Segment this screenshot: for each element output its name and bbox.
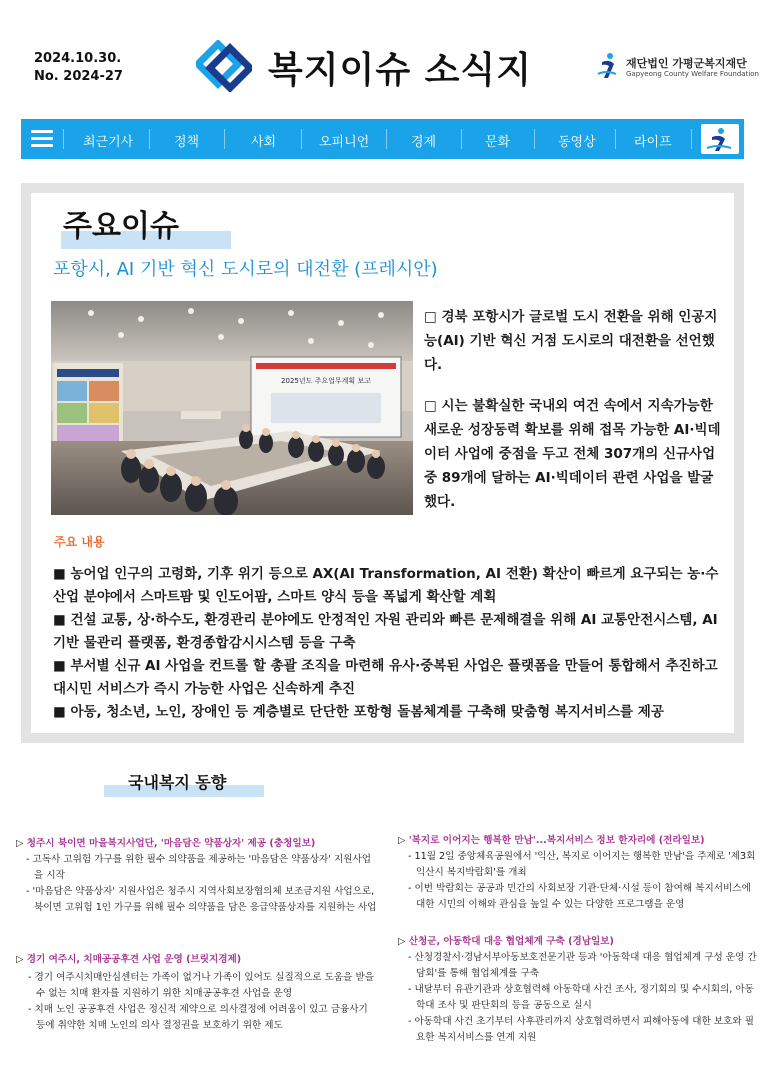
nav-item-life[interactable]: 라이프 <box>634 135 672 150</box>
category-nav <box>21 119 744 159</box>
hamburger-menu-icon[interactable] <box>31 130 53 148</box>
news-item <box>398 833 760 913</box>
news-body-line: - 치매 노인 공공후견 사업은 정신적 제약으로 의사결정에 어려움이 있고 금융사기 등에 취약한 치매 노인의 의사 결정권을 보호하기 위한 제도 <box>28 1004 368 1031</box>
nav-item-economy[interactable]: 경제 <box>411 135 437 150</box>
meeting-photo <box>51 301 413 515</box>
diamond-logo-icon <box>196 40 252 92</box>
news-headline[interactable] <box>16 836 380 852</box>
issue-number: No. 2024-27 <box>34 69 123 84</box>
nav-divider <box>386 129 387 149</box>
lead-paragraph: □ 시는 불확실한 국내외 여건 속에서 지속가능한 새로운 성장동력 확보를 위해 접목 가능한 AI·빅데이터 사업에 중점을 두고 전체 307개의 신규사업 중 89개에 달하는 AI·빅데이터 관련 사업을 발굴했다. <box>424 398 721 510</box>
news-item <box>16 836 380 916</box>
nav-divider <box>534 129 535 149</box>
news-body-line: - 이번 박람회는 공공과 민간의 사회보장 기관·단체·시설 등이 참여해 복지서비스에 대한 시민의 이해와 관심을 높일 수 있는 다양한 프로그램을 운영 <box>408 883 751 910</box>
org-name: 재단법인 가평군복지재단 <box>626 57 747 70</box>
org-name-en: Gapyeong County Welfare Foundation <box>626 70 759 78</box>
key-point: ■ 건설 교통, 상·하수도, 환경관리 분야에도 안정적인 자원 관리와 빠른 문제해결을 위해 AI 교통안전시스템, AI 기반 물관리 플랫폼, 환경종합감시시스템 등을 구축 <box>53 612 718 651</box>
article-headline[interactable]: 포항시, AI 기반 혁신 도시로의 대전환 (프레시안) <box>53 259 438 280</box>
main-issue-panel <box>31 193 734 733</box>
nav-divider <box>301 129 302 149</box>
news-item <box>398 934 760 1046</box>
key-points-list <box>53 563 725 724</box>
key-point: ■ 부서별 신규 AI 사업을 컨트롤 할 총괄 조직을 마련해 유사·중복된 사업은 플랫폼을 만들어 통합해서 추진하고 대시민 서비스가 즉시 가능한 사업은 신속하게 추진 <box>53 658 718 697</box>
nav-item-video[interactable]: 동영상 <box>558 135 596 150</box>
key-point: ■ 농어업 인구의 고령화, 기후 위기 등으로 AX(AI Transformation, AI 전환) 확산이 빠르게 요구되는 농·수산업 분야에서 스마트팜 및 인도어팜, 스마트 양식 등을 폭넓게 확산할 계획 <box>53 566 719 605</box>
news-body-line: - '마음담은 약품상자' 지원사업은 청주시 지역사회보장협의체 보조금지원 사업으로, 북이면 고위험 1인 가구를 위해 필수 의약품을 담은 응급약품상자를 지원하는 사업 <box>26 886 377 913</box>
foundation-logo-icon <box>596 52 620 80</box>
lead-paragraph: □ 경북 포항시가 글로벌 도시 전환을 위해 인공지능(AI) 기반 혁신 거점 도시로의 대전환을 선언했다. <box>424 309 718 373</box>
triangle-bullet-icon: ▷ <box>398 835 409 846</box>
section-title: 주요이슈 <box>63 209 179 244</box>
issue-info <box>34 50 123 86</box>
nav-divider <box>149 129 150 149</box>
foundation-logo-icon <box>701 124 739 154</box>
newsletter-title: 복지이슈 소식지 <box>268 50 532 91</box>
news-headline[interactable] <box>398 934 760 950</box>
main-issue-box <box>21 183 744 743</box>
news-body-line: - 산청경찰서·경남서부아동보호전문기관 등과 '아동학대 대응 협업체계 구성 운영 간담회'를 통해 협업체계를 구축 <box>408 952 757 979</box>
news-body-line: - 내달부터 유관기관과 상호협력해 아동학대 사건 조사, 정기회의 및 수시회의, 아동학대 조사 및 판단회의 등을 공동으로 실시 <box>408 984 754 1011</box>
domestic-section-title: 국내복지 동향 <box>128 773 227 792</box>
screen-caption: 2025년도 주요업무계획 보고 <box>281 377 371 385</box>
key-point: ■ 아동, 청소년, 노인, 장애인 등 계층별로 단단한 포항형 돌봄체계를 구축해 맞춤형 복지서비스를 제공 <box>53 704 664 720</box>
key-points-label: 주요 내용 <box>54 535 105 549</box>
news-headline[interactable] <box>16 952 380 968</box>
news-headline[interactable] <box>398 833 760 849</box>
news-item <box>16 952 380 1034</box>
section-title-wrap <box>63 201 179 245</box>
article-lead <box>424 305 726 531</box>
nav-divider <box>63 129 64 149</box>
domestic-section-title-wrap <box>104 768 264 798</box>
nav-logo[interactable] <box>701 124 739 154</box>
news-headline-text: 산청군, 아동학대 대응 협업체계 구축 (경남일보) <box>408 936 614 947</box>
nav-item-policy[interactable]: 정책 <box>174 135 200 150</box>
news-headline-text: 청주시 북이면 마을복지사업단, '마음담은 약품상자' 제공 (충청일보) <box>26 838 316 849</box>
news-body-line: - 아동학대 사건 초기부터 사후관리까지 상호협력하면서 피해아동에 대한 보호와 필요한 복지서비스를 연계 지원 <box>408 1016 755 1043</box>
issue-date: 2024.10.30. <box>34 51 122 66</box>
nav-divider <box>224 129 225 149</box>
nav-item-recent[interactable]: 최근기사 <box>83 135 134 150</box>
newsletter-header <box>0 0 765 110</box>
nav-divider <box>461 129 462 149</box>
nav-divider <box>615 129 616 149</box>
triangle-bullet-icon: ▷ <box>16 838 27 849</box>
nav-item-opinion[interactable]: 오피니언 <box>319 135 370 150</box>
news-headline-text: '복지로 이어지는 행복한 만남'...복지서비스 정보 한자리에 (전라일보) <box>408 835 705 846</box>
news-headline-text: 경기 여주시, 치매공공후견 사업 운영 (브릿지경제) <box>26 954 242 965</box>
news-body-line: - 경기 여주시치매안심센터는 가족이 없거나 가족이 있어도 실질적으로 도움을 받을 수 없는 치매 환자를 지원하기 위한 치매공공후견 사업을 운영 <box>28 972 375 999</box>
triangle-bullet-icon: ▷ <box>398 936 409 947</box>
news-body-line: - 11월 2일 중앙체육공원에서 '익산, 복지로 이어지는 행복한 만남'을 주제로 '제3회 익산시 복지박람회'를 개최 <box>408 851 756 878</box>
triangle-bullet-icon: ▷ <box>16 954 27 965</box>
nav-item-culture[interactable]: 문화 <box>485 135 511 150</box>
news-body-line: - 고독사 고위험 가구를 위한 필수 의약품을 제공하는 '마음담은 약품상자' 지원사업을 시작 <box>26 854 372 881</box>
nav-item-society[interactable]: 사회 <box>251 135 277 150</box>
nav-divider <box>691 129 692 149</box>
